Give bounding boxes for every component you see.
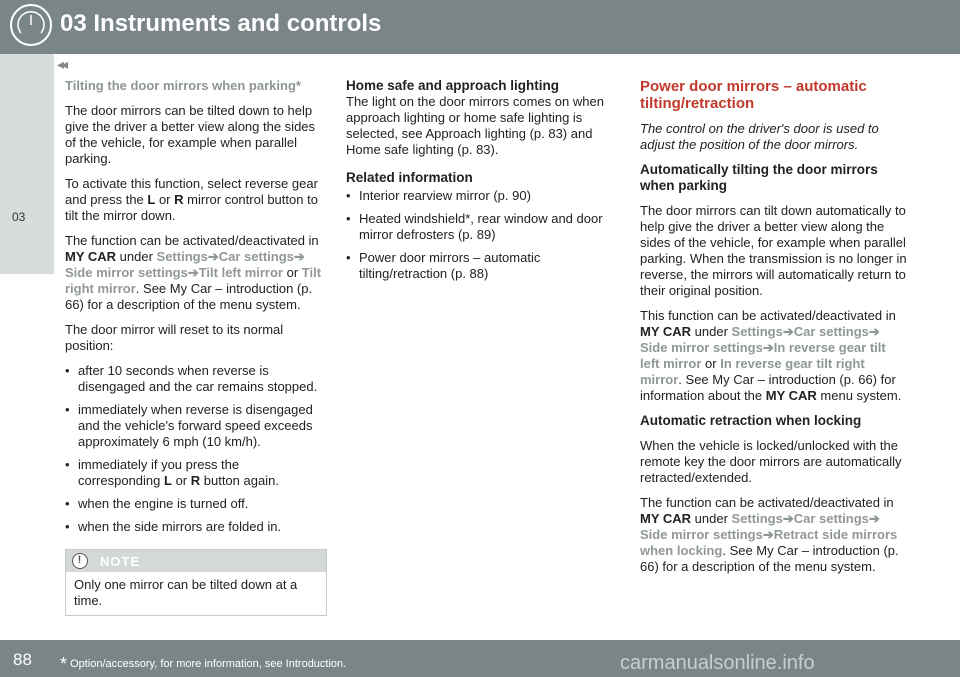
watermark: carmanualsonline.info [620, 652, 815, 674]
note-header [66, 550, 326, 572]
subheading-auto-tilt: Automatically tilting the door mirrors when parking [640, 162, 878, 193]
chapter-number: 03 [12, 210, 26, 224]
section-title-tilting: Tilting the door mirrors when parking* [65, 78, 301, 93]
related-link[interactable]: • Interior rearview mirror (p. 90) [346, 188, 611, 204]
list-item: • when the engine is turned off. [65, 496, 325, 512]
column-middle [346, 78, 611, 290]
info-icon: ! [72, 553, 88, 569]
arrow-right-icon: ➔ [762, 527, 774, 542]
note-box [65, 549, 327, 616]
list-item: • immediately if you press the corresponding L or R button again. [65, 457, 325, 489]
arrow-right-icon: ➔ [762, 340, 774, 355]
list-item: • after 10 seconds when reverse is disengaged and the car remains stopped. [65, 363, 325, 395]
subheading-auto-retract: Automatic retraction when locking [640, 413, 862, 428]
paragraph: The door mirrors can tilt down automatically to help give the driver a better view along the sides of the vehicle, for example when parallel parking. When the transmission is no longer in reverse, the mirrors will automatically return to their original position. [640, 203, 907, 298]
section-title-power-mirrors: Power door mirrors – automatic tilting/retraction [640, 78, 867, 112]
paragraph: To activate this function, select reverse gear and press the L or R mirror control button to tilt the mirror down. [65, 176, 318, 223]
related-link[interactable]: • Power door mirrors – automatic tilting/retraction (p. 88) [346, 250, 611, 282]
paragraph: The door mirror will reset to its normal position: [65, 322, 284, 353]
column-left [65, 78, 325, 616]
intro-text: The control on the driver's door is used to adjust the position of the door mirrors. [640, 121, 879, 152]
paragraph: When the vehicle is locked/unlocked with the remote key the door mirrors are automatically retracted/extended. [640, 438, 902, 485]
footnote: * Option/accessory, for more information, see Introduction. [60, 654, 347, 674]
list-item: • immediately when reverse is disengaged and the vehicle's forward speed exceeds approximately 6 mph (10 km/h). [65, 402, 325, 450]
chapter-sidebar [0, 54, 54, 274]
arrow-right-icon: ➔ [293, 249, 305, 264]
paragraph-menu-path: The function can be activated/deactivated in MY CAR under Settings➔Car settings➔ Side mirror settings➔Retract side mirrors when locking. See My Car – introduction (p. 66) for a description of the menu system. [640, 495, 899, 574]
paragraph-menu-path: This function can be activated/deactivated in MY CAR under Settings➔Car settings➔ Side mirror settings➔In reverse gear tilt left mirror or In reverse gear tilt right mirror. See My Car – introduction (p. 66) for information about the MY CAR menu system. [640, 308, 902, 403]
note-text: Only one mirror can be tilted down at a time. [74, 577, 298, 608]
note-title: NOTE [100, 554, 141, 569]
paragraph-menu-path: The function can be activated/deactivated in MY CAR under Settings➔Car settings➔ Side mirror settings➔Tilt left mirror or Tilt right mirror. See My Car – introduction (p. 66) for a description of the menu system. [65, 233, 322, 312]
arrow-right-icon: ➔ [207, 249, 219, 264]
menu-settings: Settings [156, 249, 208, 264]
column-right [640, 78, 908, 584]
related-information-list [346, 188, 611, 282]
chapter-title: 03 Instruments and controls [60, 10, 382, 37]
related-information-title: Related information [346, 170, 473, 185]
arrow-right-icon: ➔ [868, 511, 880, 526]
header-bar [0, 0, 960, 54]
arrow-right-icon: ➔ [782, 324, 794, 339]
paragraph: The light on the door mirrors comes on when approach lighting or home safe lighting is selected, see Approach lighting (p. 83) and Home safe lighting (p. 83). [346, 94, 604, 157]
list-item: • when the side mirrors are folded in. [65, 519, 325, 535]
arrow-right-icon: ➔ [782, 511, 794, 526]
back-arrows-icon[interactable]: ◂◂ [57, 56, 66, 72]
paragraph: The door mirrors can be tilted down to help give the driver a better view along the sides of the vehicle, for example when parallel parking. [65, 103, 316, 166]
reset-conditions-list [65, 363, 325, 535]
gauge-icon [10, 4, 52, 46]
page-number: 88 [13, 650, 32, 669]
related-link[interactable]: • Heated windshield*, rear window and door mirror defrosters (p. 89) [346, 211, 611, 243]
arrow-right-icon: ➔ [868, 324, 880, 339]
arrow-right-icon: ➔ [187, 265, 199, 280]
section-title-home-safe: Home safe and approach lighting [346, 78, 560, 93]
